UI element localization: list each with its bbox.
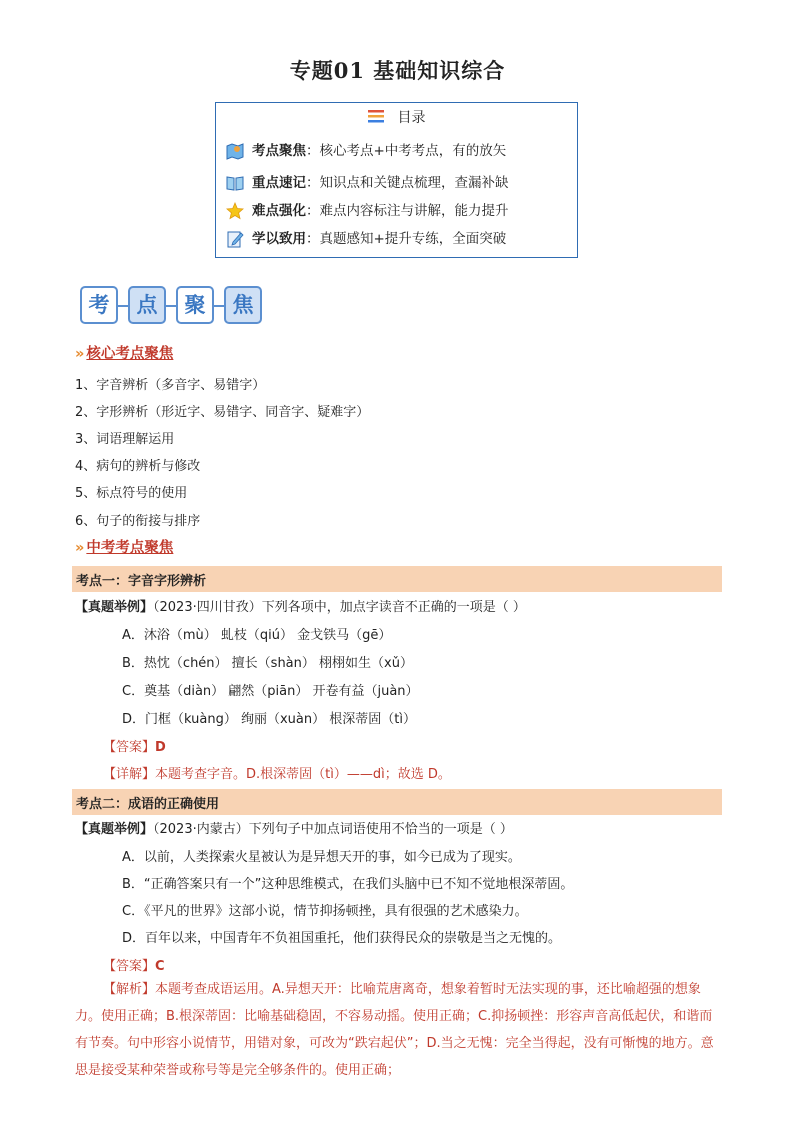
toc-row-2[interactable] xyxy=(226,171,509,192)
answer-tag: 【答案】 xyxy=(103,740,156,755)
toc-row-text: 真题感知+提升专练，全面突破 xyxy=(319,231,507,247)
question-text: （2023·内蒙古）下列句子中加点词语使用不恰当的一项是（ ） xyxy=(153,822,513,837)
banner-connector xyxy=(118,305,128,307)
option-line: D．百年以来，中国青年不负祖国重托，他们获得民众的崇敬是当之无愧的。 xyxy=(122,931,562,946)
question-text: （2023·四川甘孜）下列各项中，加点字读音不正确的一项是（ ） xyxy=(153,600,526,615)
list-item: 4、病句的辨析与修改 xyxy=(75,459,201,474)
colon: ： xyxy=(306,175,320,191)
example-tag: 【真题举例】 xyxy=(75,822,154,837)
map-icon xyxy=(226,142,244,160)
banner-connector xyxy=(166,305,176,307)
banner-tile: 焦 xyxy=(224,286,262,324)
banner-connector xyxy=(214,305,224,307)
list-item: 5、标点符号的使用 xyxy=(75,486,188,501)
star-icon xyxy=(226,202,244,220)
toc-row-label: 重点速记 xyxy=(252,175,306,191)
analysis-tag: 【解析】 xyxy=(103,982,156,997)
section-heading-text: 核心考点聚焦 xyxy=(86,346,174,362)
answer-value: C xyxy=(155,959,165,974)
page-title: 专题01 基础知识综合 xyxy=(289,58,506,83)
toc-heading xyxy=(216,107,577,127)
toc-row-label: 学以致用 xyxy=(252,231,306,247)
option-line: B．“正确答案只有一个”这种思维模式，在我们头脑中已不知不觉地根深蒂固。 xyxy=(122,877,574,892)
toc-row-3[interactable] xyxy=(226,199,509,220)
answer-value: D xyxy=(155,740,166,755)
book-icon xyxy=(226,174,244,192)
question-line xyxy=(75,818,513,837)
detail-line xyxy=(103,763,451,782)
toc-row-text: 难点内容标注与讲解，能力提升 xyxy=(319,203,509,219)
option-line: C．奠基（diàn） 翩然（piān） 开卷有益（juàn） xyxy=(122,684,419,699)
table-of-contents xyxy=(215,102,578,258)
list-item: 1、字音辨析（多音字、易错字） xyxy=(75,378,266,393)
section-heading-text: 中考考点聚焦 xyxy=(86,540,174,556)
toc-row-label: 难点强化 xyxy=(252,203,306,219)
banner-tile: 考 xyxy=(80,286,118,324)
notepad-icon xyxy=(226,230,244,248)
detail-tag: 【详解】 xyxy=(103,767,156,782)
toc-row-text: 核心考点+中考考点，有的放矢 xyxy=(319,143,507,159)
toc-row-4[interactable] xyxy=(226,227,506,248)
toc-row-label: 考点聚焦 xyxy=(252,143,306,159)
option-line: B．热忱（chén） 擅长（shàn） 栩栩如生（xǔ） xyxy=(122,656,413,671)
double-chevron-icon: » xyxy=(75,540,85,556)
section-heading-core xyxy=(75,342,173,363)
answer-line xyxy=(103,736,166,755)
colon: ： xyxy=(306,231,320,247)
toc-heading-text: 目录 xyxy=(397,110,426,126)
double-chevron-icon: » xyxy=(75,346,85,362)
banner-tile: 聚 xyxy=(176,286,214,324)
analysis-paragraph xyxy=(75,976,720,1084)
point-title: 考点二：成语的正确使用 xyxy=(76,797,220,812)
list-item: 6、句子的衔接与排序 xyxy=(75,514,201,529)
question-line xyxy=(75,596,526,615)
answer-tag: 【答案】 xyxy=(103,959,156,974)
point-bar xyxy=(72,566,722,592)
option-line: A．以前，人类探索火星被认为是异想天开的事，如今已成为了现实。 xyxy=(122,850,521,865)
colon: ： xyxy=(306,203,320,219)
option-line: A．沐浴（mù） 虬枝（qiú） 金戈铁马（gē） xyxy=(122,628,392,643)
point-bar xyxy=(72,789,722,815)
detail-text: 本题考查字音。D.根深蒂固（tì）——dì；故选 D。 xyxy=(155,767,451,782)
example-tag: 【真题举例】 xyxy=(75,600,154,615)
option-line: D．门框（kuàng） 绚丽（xuàn） 根深蒂固（tì） xyxy=(122,712,416,727)
analysis-text: 本题考查成语运用。A.异想天开：比喻荒唐离奇，想象着暂时无法实现的事，还比喻超强的想象力。使用正确；B.根深蒂固：比喻基础稳固，不容易动摇。使用正确；C.抑扬顿挫：形容声音高低起伏，和谐而有节奏。句中形容小说情节，用错对象，可改为“跌宕起伏”；D.当之无愧：完全当得起，没有可惭愧的地方。意思是接受某种荣誉或称号等是完全够条件的。使用正确； xyxy=(75,982,714,1078)
section-heading-exam xyxy=(75,536,173,557)
toc-row-1[interactable] xyxy=(226,139,506,160)
banner-tile: 点 xyxy=(128,286,166,324)
list-icon xyxy=(368,109,384,127)
option-line: C．《平凡的世界》这部小说，情节抑扬顿挫，具有很强的艺术感染力。 xyxy=(122,904,528,919)
toc-row-text: 知识点和关键点梳理，查漏补缺 xyxy=(319,175,509,191)
point-title: 考点一：字音字形辨析 xyxy=(76,574,207,589)
list-item: 2、字形辨析（形近字、易错字、同音字、疑难字） xyxy=(75,405,370,420)
colon: ： xyxy=(306,143,320,159)
answer-line xyxy=(103,955,165,974)
list-item: 3、词语理解运用 xyxy=(75,432,175,447)
